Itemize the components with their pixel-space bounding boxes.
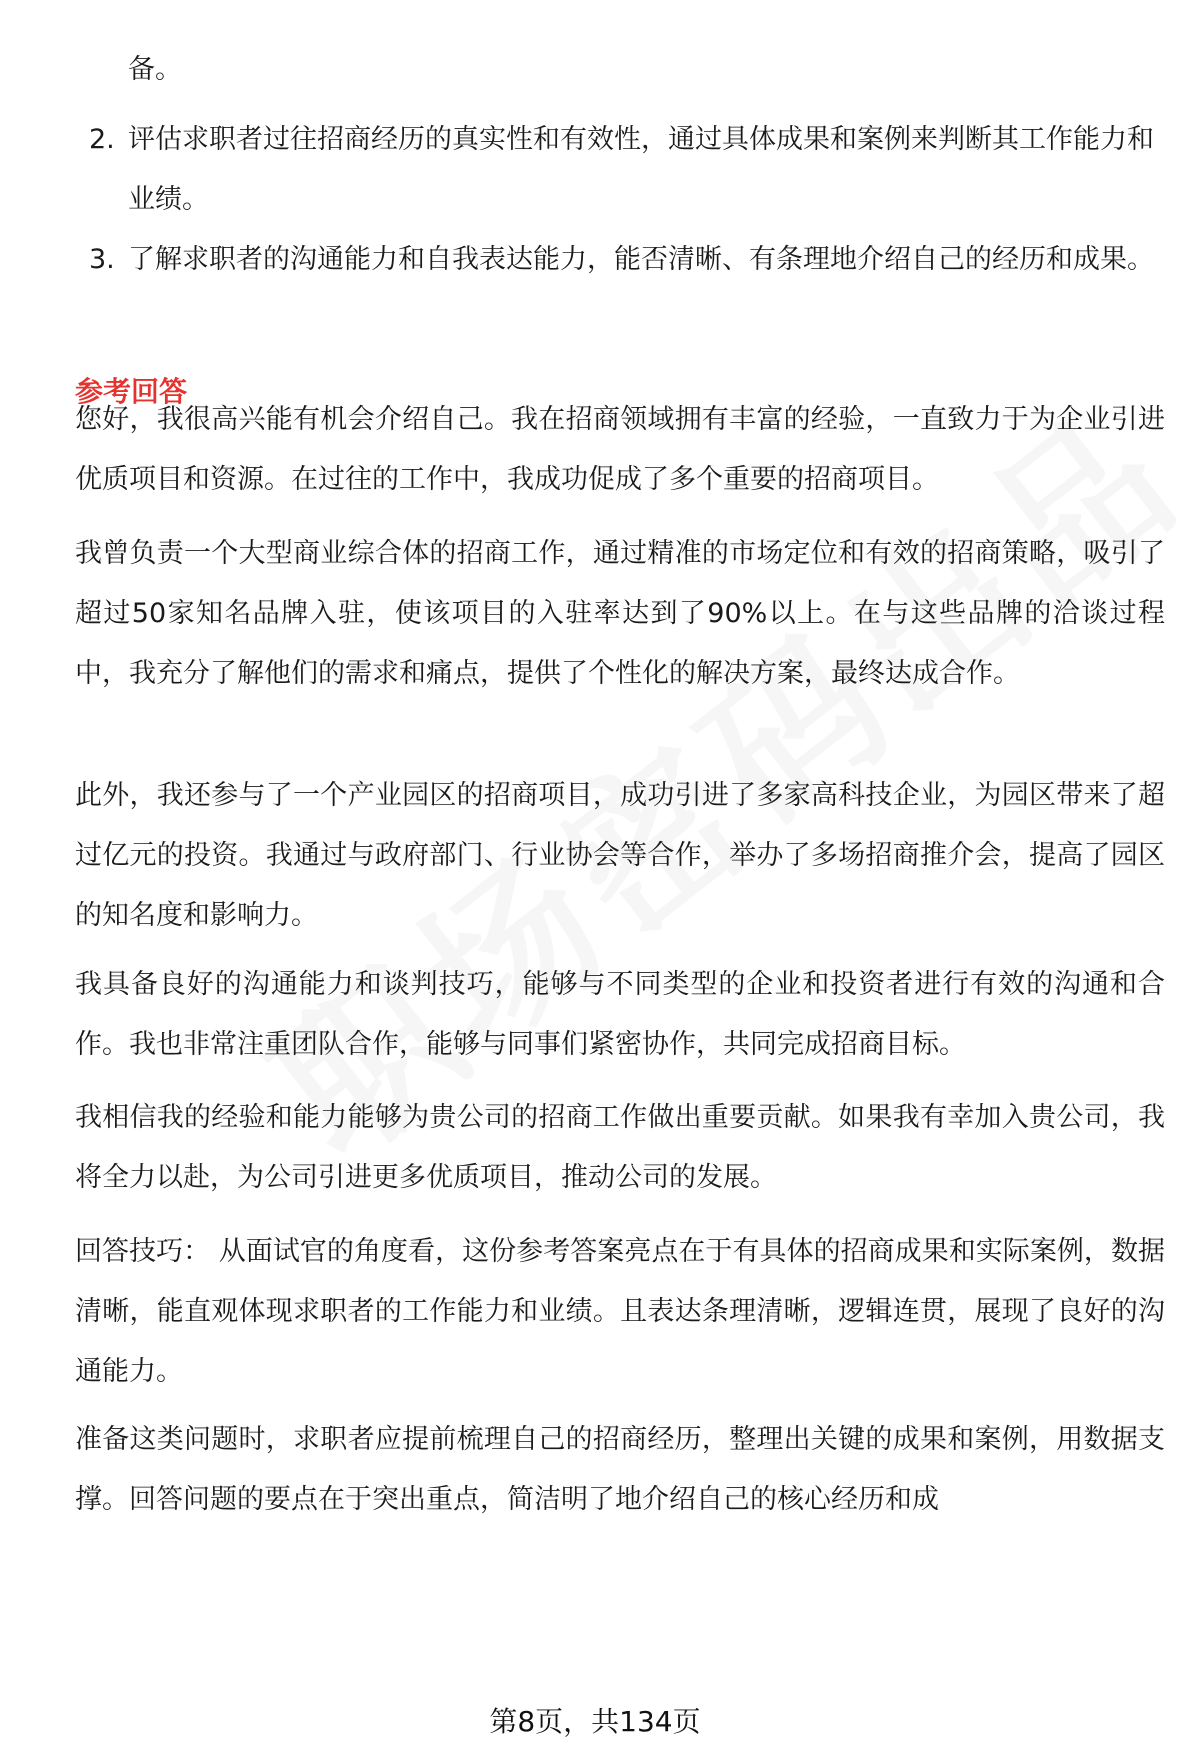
continuation-text: 备。 [128,54,182,85]
paragraph-communication: 我具备良好的沟通能力和谈判技巧，能够与不同类型的企业和投资者进行有效的沟通和合作。我也非常注重团队合作，能够与同事们紧密协作，共同完成招商目标。 [75,969,1165,1060]
page-number: 第8页，共134页 [489,1705,701,1738]
paragraph-intro: 您好，我很高兴能有机会介绍自己。我在招商领域拥有丰富的经验，一直致力于为企业引进优质项目和资源。在过往的工作中，我成功促成了多个重要的招商项目。 [75,404,1165,495]
list-item [75,230,1165,290]
list-number: 2. [89,124,115,155]
list-item-text: 了解求职者的沟通能力和自我表达能力，能否清晰、有条理地介绍自己的经历和成果。 [128,244,1154,275]
paragraph-commercial-complex: 我曾负责一个大型商业综合体的招商工作，通过精准的市场定位和有效的招商策略，吸引了超过50家知名品牌入驻，使该项目的入驻率达到了90%以上。在与这些品牌的洽谈过程中，我充分了解他们的需求和痛点，提供了个性化的解决方案，最终达成合作。 [75,538,1165,689]
paragraph-answer-tips: 回答技巧： 从面试官的角度看，这份参考答案亮点在于有具体的招商成果和实际案例，数据清晰，能直观体现求职者的工作能力和业绩。且表达条理清晰，逻辑连贯，展现了良好的沟通能力。 [75,1236,1165,1387]
paragraph-industrial-park: 此外，我还参与了一个产业园区的招商项目，成功引进了多家高科技企业，为园区带来了超过亿元的投资。我通过与政府部门、行业协会等合作，举办了多场招商推介会，提高了园区的知名度和影响力。 [75,780,1165,931]
list-item [75,110,1165,230]
paragraph-contribution: 我相信我的经验和能力能够为贵公司的招商工作做出重要贡献。如果我有幸加入贵公司，我将全力以赴，为公司引进更多优质项目，推动公司的发展。 [75,1102,1165,1193]
section-title: 参考回答 [75,375,188,408]
list-number: 3. [89,244,115,275]
paragraph-preparation: 准备这类问题时，求职者应提前梳理自己的招商经历，整理出关键的成果和案例，用数据支撑。回答问题的要点在于突出重点，简洁明了地介绍自己的核心经历和成 [75,1424,1165,1515]
list-item-text: 评估求职者过往招商经历的真实性和有效性，通过具体成果和案例来判断其工作能力和业绩。 [128,124,1154,215]
criteria-list [75,110,1165,290]
